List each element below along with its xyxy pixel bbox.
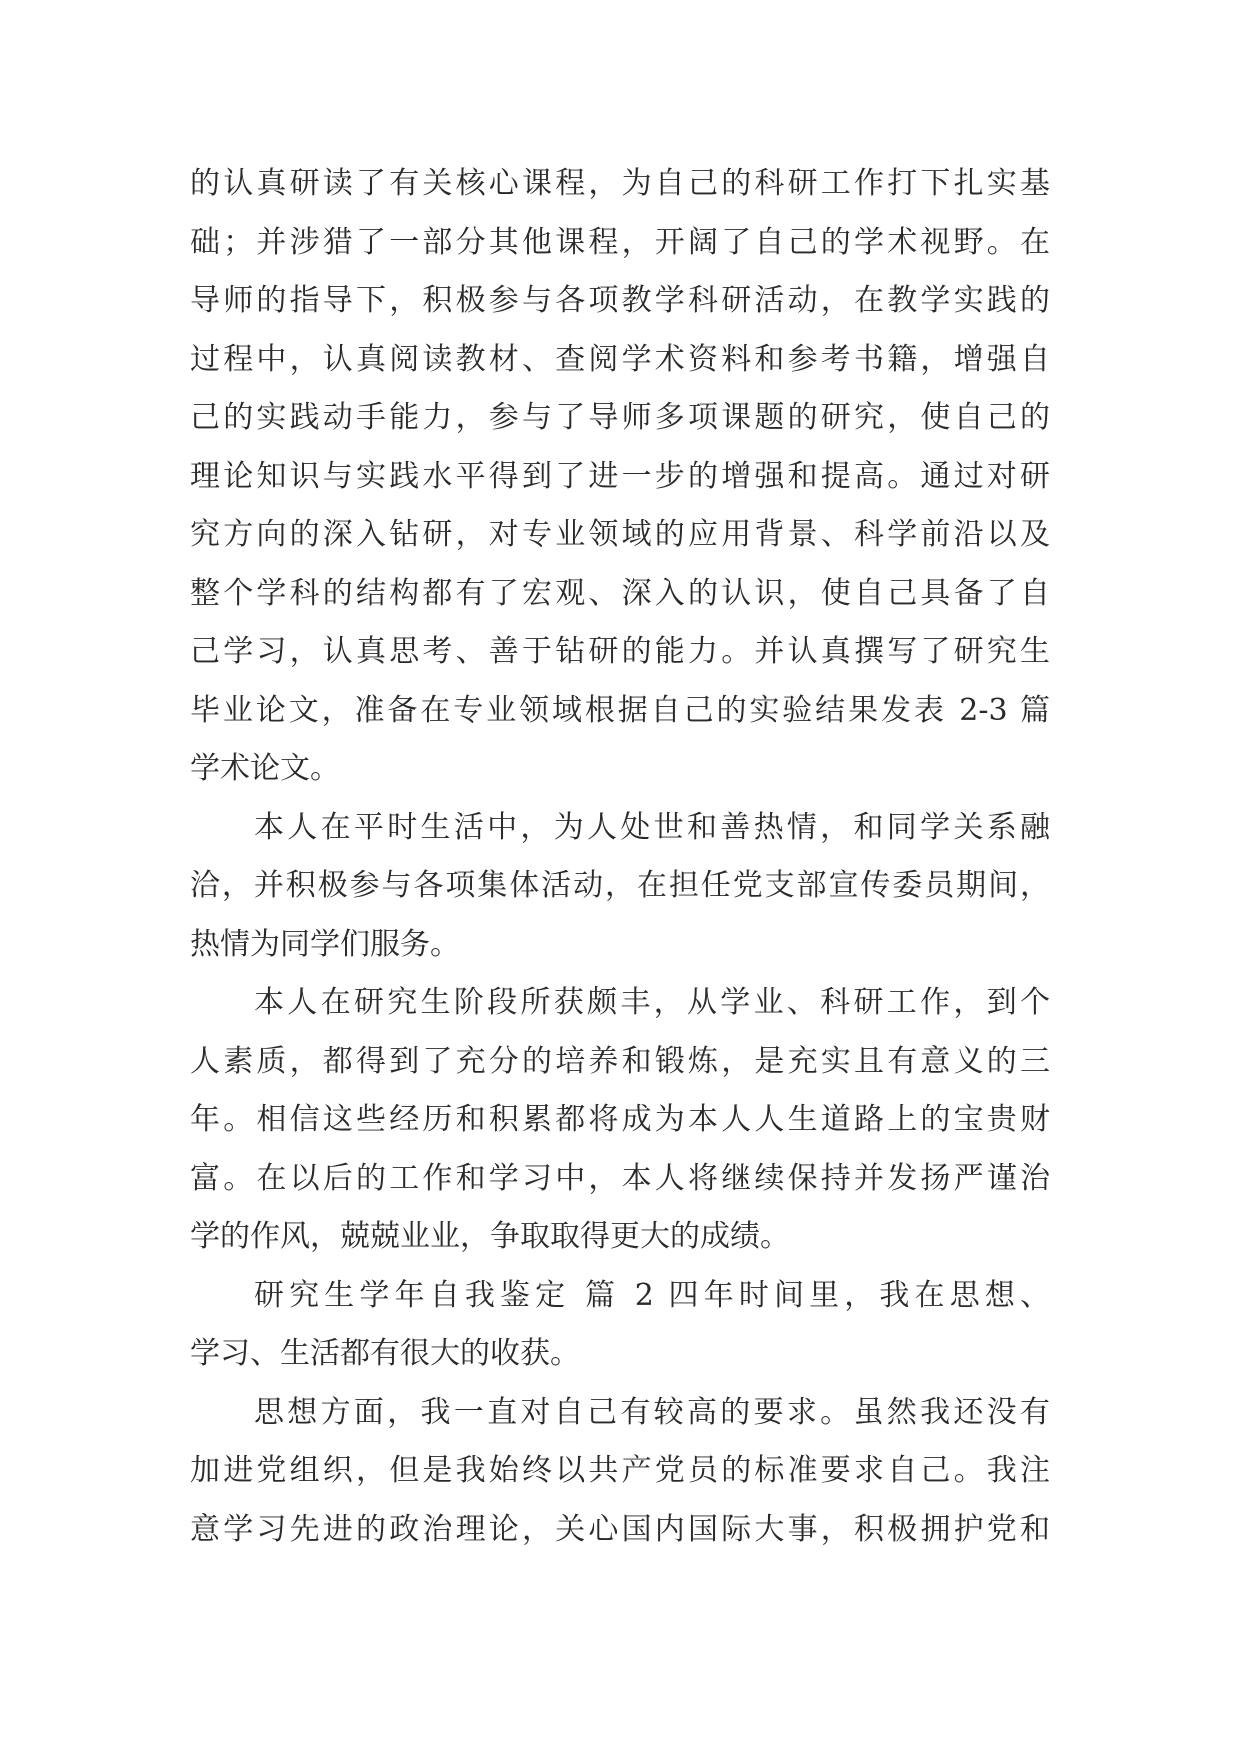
text-line: 过程中，认真阅读教材、查阅学术资料和参考书籍，增强自 xyxy=(190,341,1050,377)
text-line: 热情为同学们服务。 xyxy=(190,926,460,962)
text-line: 富。在以后的工作和学习中，本人将继续保持并发扬严谨治 xyxy=(190,1160,1050,1196)
text-line: 整个学科的结构都有了宏观、深入的认识，使自己具备了自 xyxy=(190,575,1050,611)
text-line: 己的实践动手能力，参与了导师多项课题的研究，使自己的 xyxy=(190,400,1050,435)
text-line: 学术论文。 xyxy=(190,751,340,786)
text-line: 究方向的深入钻研，对专业领域的应用背景、科学前沿以及 xyxy=(190,517,1050,552)
text-line: 研究生学年自我鉴定 篇 2 四年时间里，我在思想、 xyxy=(254,1277,1050,1313)
document-body xyxy=(190,155,1050,1559)
text-line: 年。相信这些经历和积累都将成为本人人生道路上的宝贵财 xyxy=(190,1102,1050,1137)
text-line: 洽，并积极参与各项集体活动，在担任党支部宣传委员期间， xyxy=(190,868,1050,903)
text-line: 毕业论文，准备在专业领域根据自己的实验结果发表 2-3 篇 xyxy=(190,692,1050,728)
text-line: 理论知识与实践水平得到了进一步的增强和提高。通过对研 xyxy=(190,458,1050,494)
text-line: 思想方面，我一直对自己有较高的要求。虽然我还没有 xyxy=(254,1394,1050,1430)
text-line: 加进党组织，但是我始终以共产党员的标准要求自己。我注 xyxy=(190,1453,1050,1488)
text-line: 本人在研究生阶段所获颇丰，从学业、科研工作，到个 xyxy=(254,985,1050,1020)
text-line: 本人在平时生活中，为人处世和善热情，和同学关系融 xyxy=(254,809,1050,845)
text-line: 学的作风，兢兢业业，争取取得更大的成绩。 xyxy=(190,1219,790,1254)
text-line: 意学习先进的政治理论，关心国内国际大事，积极拥护党和 xyxy=(190,1511,1050,1547)
text-line: 的认真研读了有关核心课程，为自己的科研工作打下扎实基 xyxy=(190,166,1050,201)
text-line: 己学习，认真思考、善于钻研的能力。并认真撰写了研究生 xyxy=(190,634,1050,669)
text-line: 础；并涉猎了一部分其他课程，开阔了自己的学术视野。在 xyxy=(190,224,1050,260)
text-line: 导师的指导下，积极参与各项教学科研活动，在教学实践的 xyxy=(190,283,1050,318)
text-line: 人素质，都得到了充分的培养和锻炼，是充实且有意义的三 xyxy=(190,1043,1050,1079)
text-line: 学习、生活都有很大的收获。 xyxy=(190,1336,580,1371)
